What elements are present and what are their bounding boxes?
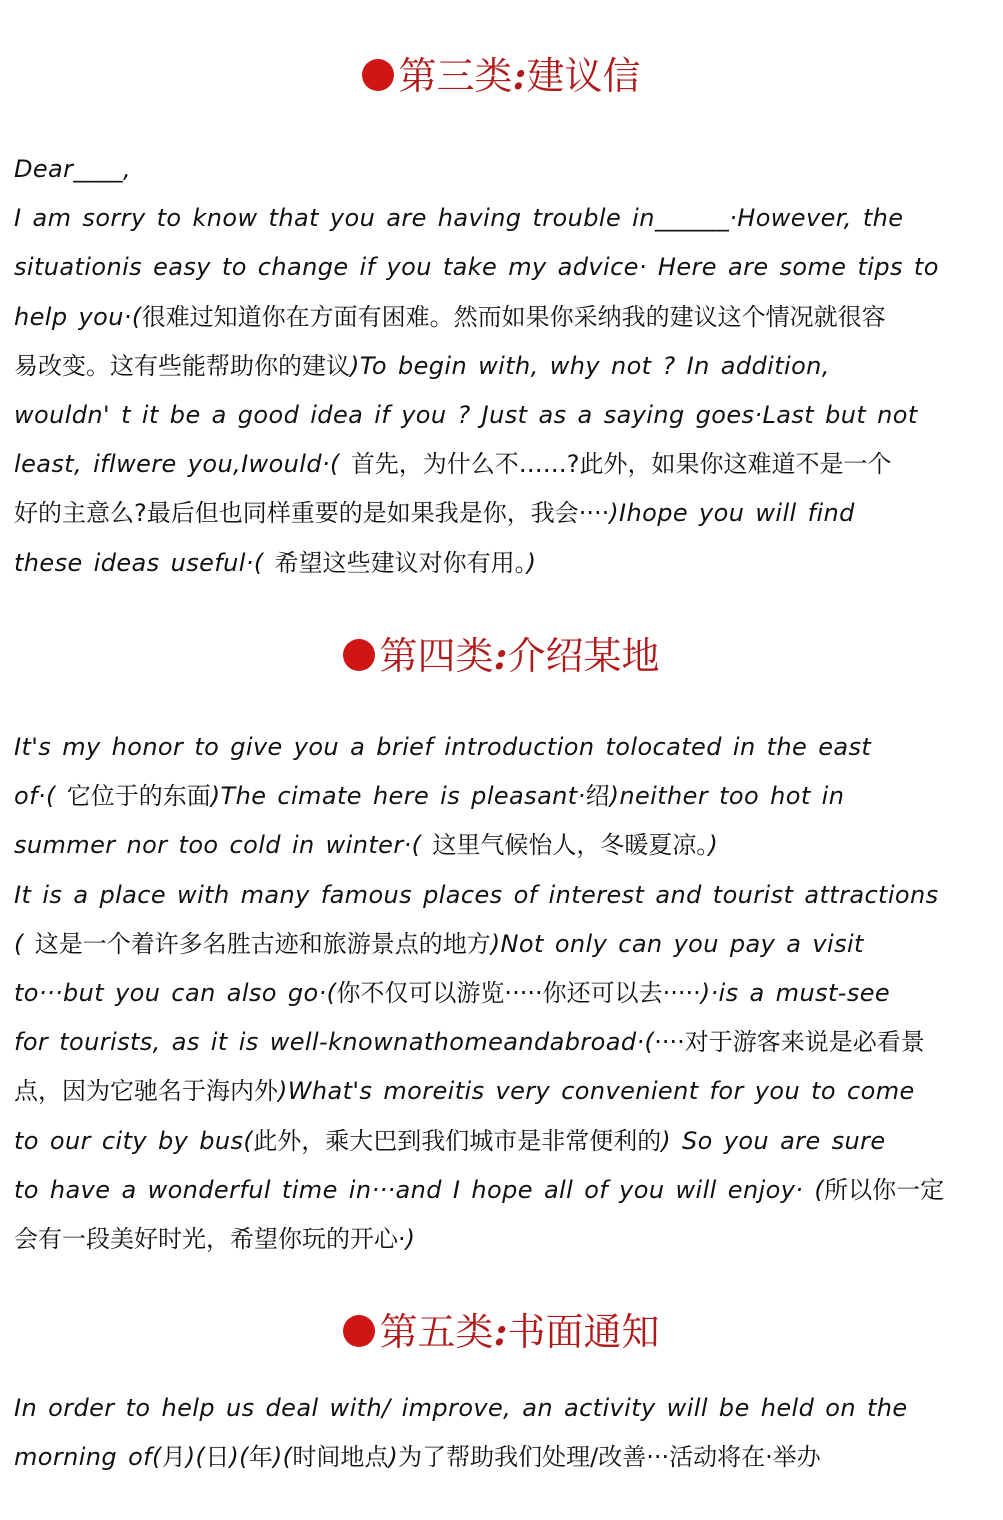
text-segment: 很难过知道你在方面有困难。然而如果你采纳我的建议这个情况就很容 [141,302,886,331]
text-segment: )·is a must-see [700,979,891,1008]
text-segment: Dear____, [14,155,132,183]
text-segment: It's my honor to give you a brief introduction tolocated in the east [14,733,872,761]
paragraph-suggestion-letter [14,145,996,588]
text-segment: of·( [14,782,67,811]
text-segment: )What's moreitis very convenient for you to come [278,1077,915,1106]
text-segment: 首先，为什么不……?此外，如果你这难道不是一个 [350,450,892,479]
text-line [14,489,996,538]
text-segment: I am sorry to know that you are having trouble in______·However, the [14,204,904,233]
text-segment: 时间地点 [292,1443,389,1472]
text-line [14,1018,996,1067]
text-segment: morning of( [14,1443,162,1472]
text-segment: 日 [205,1443,230,1472]
red-bullet-icon [343,1315,375,1347]
text-segment: ) [405,1225,416,1254]
text-segment: 所以你一定 [824,1175,945,1204]
text-segment: these ideas useful·( [14,548,275,577]
text-line [14,391,996,440]
title-prefix: 第五类 [379,1310,494,1354]
text-line [14,293,996,342]
text-line [14,342,996,391]
text-line [14,1215,996,1264]
text-segment: 好的主意么?最后但也同样重要的是如果我是你，我会···· [14,499,610,528]
text-segment: wouldn' t it be a good idea if you ? Just as a saying goes·Last but not [14,401,918,430]
text-segment: 会有一段美好时光，希望你玩的开心· [14,1225,406,1254]
text-segment: 它位于的东面 [66,782,211,811]
text-line [14,1433,996,1482]
text-segment: 为了帮助我们处理/改善···活动将在·举办 [398,1443,821,1472]
section-title-suggestion-letter [0,52,1003,100]
title-prefix: 第三类 [398,54,513,98]
text-line [14,440,996,489]
text-segment: 易改变。这有些能帮助你的建议 [14,351,350,380]
text-segment: )Ihope you will find [609,499,855,528]
text-line [14,194,996,243]
text-segment: )To begin with, why not ? In addition, [350,351,830,380]
section-title-written-notice [0,1308,1003,1356]
red-bullet-icon [343,639,375,671]
text-line [14,539,996,588]
text-line [14,1067,996,1116]
text-segment: ) [388,1443,399,1472]
text-line [14,243,996,292]
text-segment: least, iflwere you,Iwould·( [14,450,351,479]
text-segment: 点，因为它驰名于海内外 [14,1077,278,1106]
text-segment: )The cimate here is pleasant· [210,782,586,811]
text-segment: ) [708,831,719,860]
text-line [14,920,996,969]
text-line [14,1384,996,1433]
text-segment: ) So you are sure [661,1126,886,1155]
title-suffix: 书面通知 [507,1310,660,1354]
text-segment: for tourists, as it is well-knownathomeandabroad·( [14,1028,655,1057]
text-line [14,723,996,772]
text-line [14,969,996,1018]
text-segment: situationis easy to change if you take my advice· Here are some tips to [14,253,939,282]
text-line [14,1117,996,1166]
text-segment: It is a place with many famous places of interest and tourist attractions [14,880,939,909]
text-segment: summer nor too cold in winter·( [14,831,433,860]
red-bullet-icon [362,59,394,91]
title-colon: : [493,633,508,678]
title-suffix: 介绍某地 [507,634,660,678]
text-segment: 月 [161,1443,186,1472]
text-segment: 此外，乘大巴到我们城市是非常便利的 [253,1126,662,1155]
paragraph-introduce-place [14,723,996,1264]
section-title-introduce-place [0,632,1003,680]
text-line [14,145,996,194]
text-line [14,821,996,870]
text-segment: 这是一个着许多名胜古迹和旅游景点的地方 [34,929,491,958]
text-segment: )neither too hot in [609,782,845,811]
title-colon: : [512,53,527,98]
text-line [14,772,996,821]
paragraph-written-notice [14,1384,996,1482]
text-segment: 绍 [585,782,610,811]
text-segment: to our city by bus( [14,1126,254,1155]
text-segment: 这里气候怡人，冬暖夏凉。 [432,831,709,860]
text-segment: )( [272,1443,293,1472]
text-line [14,871,996,920]
text-segment: to···but you can also go·( [14,979,337,1008]
text-line [14,1166,996,1215]
text-segment: to have a wonderful time in···and I hope all of you will enjoy· ( [14,1175,825,1204]
text-segment: )Not only can you pay a visit [490,929,864,958]
title-suffix: 建议信 [526,54,641,98]
text-segment: )( [185,1443,206,1472]
text-segment: 年 [248,1443,273,1472]
text-segment: help you·( [14,302,142,331]
text-segment: ····对于游客来说是必看景 [654,1028,925,1057]
text-segment: 希望这些建议对你有用。 [274,548,527,577]
text-segment: ) [526,548,537,577]
text-segment: ( [14,929,35,958]
text-segment: 你不仅可以游览·····你还可以去····· [336,979,701,1008]
text-segment: )( [229,1443,249,1472]
title-colon: : [493,1309,508,1354]
text-segment: In order to help us deal with/ improve, an activity will be held on the [14,1394,908,1422]
title-prefix: 第四类 [379,634,494,678]
